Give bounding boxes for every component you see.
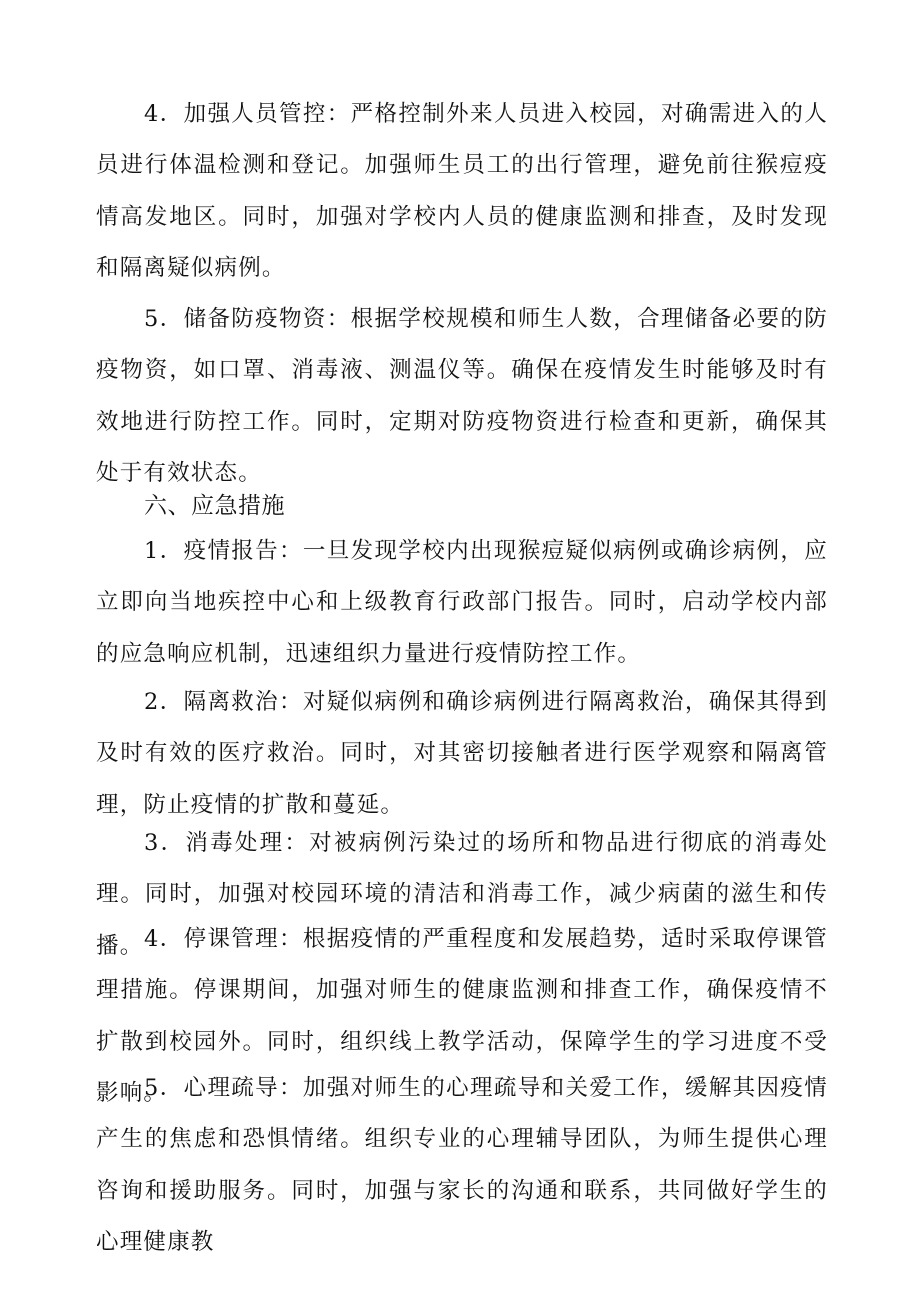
paragraph-epidemic-report: 1．疫情报告：一旦发现学校内出现猴痘疑似病例或确诊病例，应立即向当地疾控中心和上级教育行政部门报告。同时，启动学校内部的应急响应机制，迅速组织力量进行疫情防控工作。 bbox=[96, 538, 828, 667]
paragraph-psychological-counseling: 5．心理疏导：加强对师生的心理疏导和关爱工作，缓解其因疫情产生的焦虑和恐惧情绪。组织专业的心理辅导团队，为师生提供心理咨询和援助服务。同时，加强与家长的沟通和联系，共同做好学生的心理健康教 bbox=[96, 1075, 828, 1255]
paragraph-isolation-treatment: 2．隔离救治：对疑似病例和确诊病例进行隔离救治，确保其得到及时有效的医疗救治。同时，对其密切接触者进行医学观察和隔离管理，防止疫情的扩散和蔓延。 bbox=[96, 689, 828, 818]
paragraph-class-suspension: 4．停课管理：根据疫情的严重程度和发展趋势，适时采取停课管理措施。停课期间，加强对师生的健康监测和排查工作，确保疫情不扩散到校园外。同时，组织线上教学活动，保障学生的学习进度不受影响。 bbox=[96, 926, 828, 1106]
paragraph-staff-control: 4．加强人员管控：严格控制外来人员进入校园，对确需进入的人员进行体温检测和登记。加强师生员工的出行管理，避免前往猴痘疫情高发地区。同时，加强对学校内人员的健康监测和排查，及时发现和隔离疑似病例。 bbox=[96, 101, 828, 281]
paragraph-stockpile-supplies: 5．储备防疫物资：根据学校规模和师生人数，合理储备必要的防疫物资，如口罩、消毒液、测温仪等。确保在疫情发生时能够及时有效地进行防控工作。同时，定期对防疫物资进行检查和更新，确保其处于有效状态。 bbox=[96, 306, 828, 486]
paragraph-disinfection: 3．消毒处理：对被病例污染过的场所和物品进行彻底的消毒处理。同时，加强对校园环境的清洁和消毒工作，减少病菌的滋生和传播。 bbox=[96, 830, 828, 959]
section-heading: 六、应急措施 bbox=[144, 493, 285, 519]
